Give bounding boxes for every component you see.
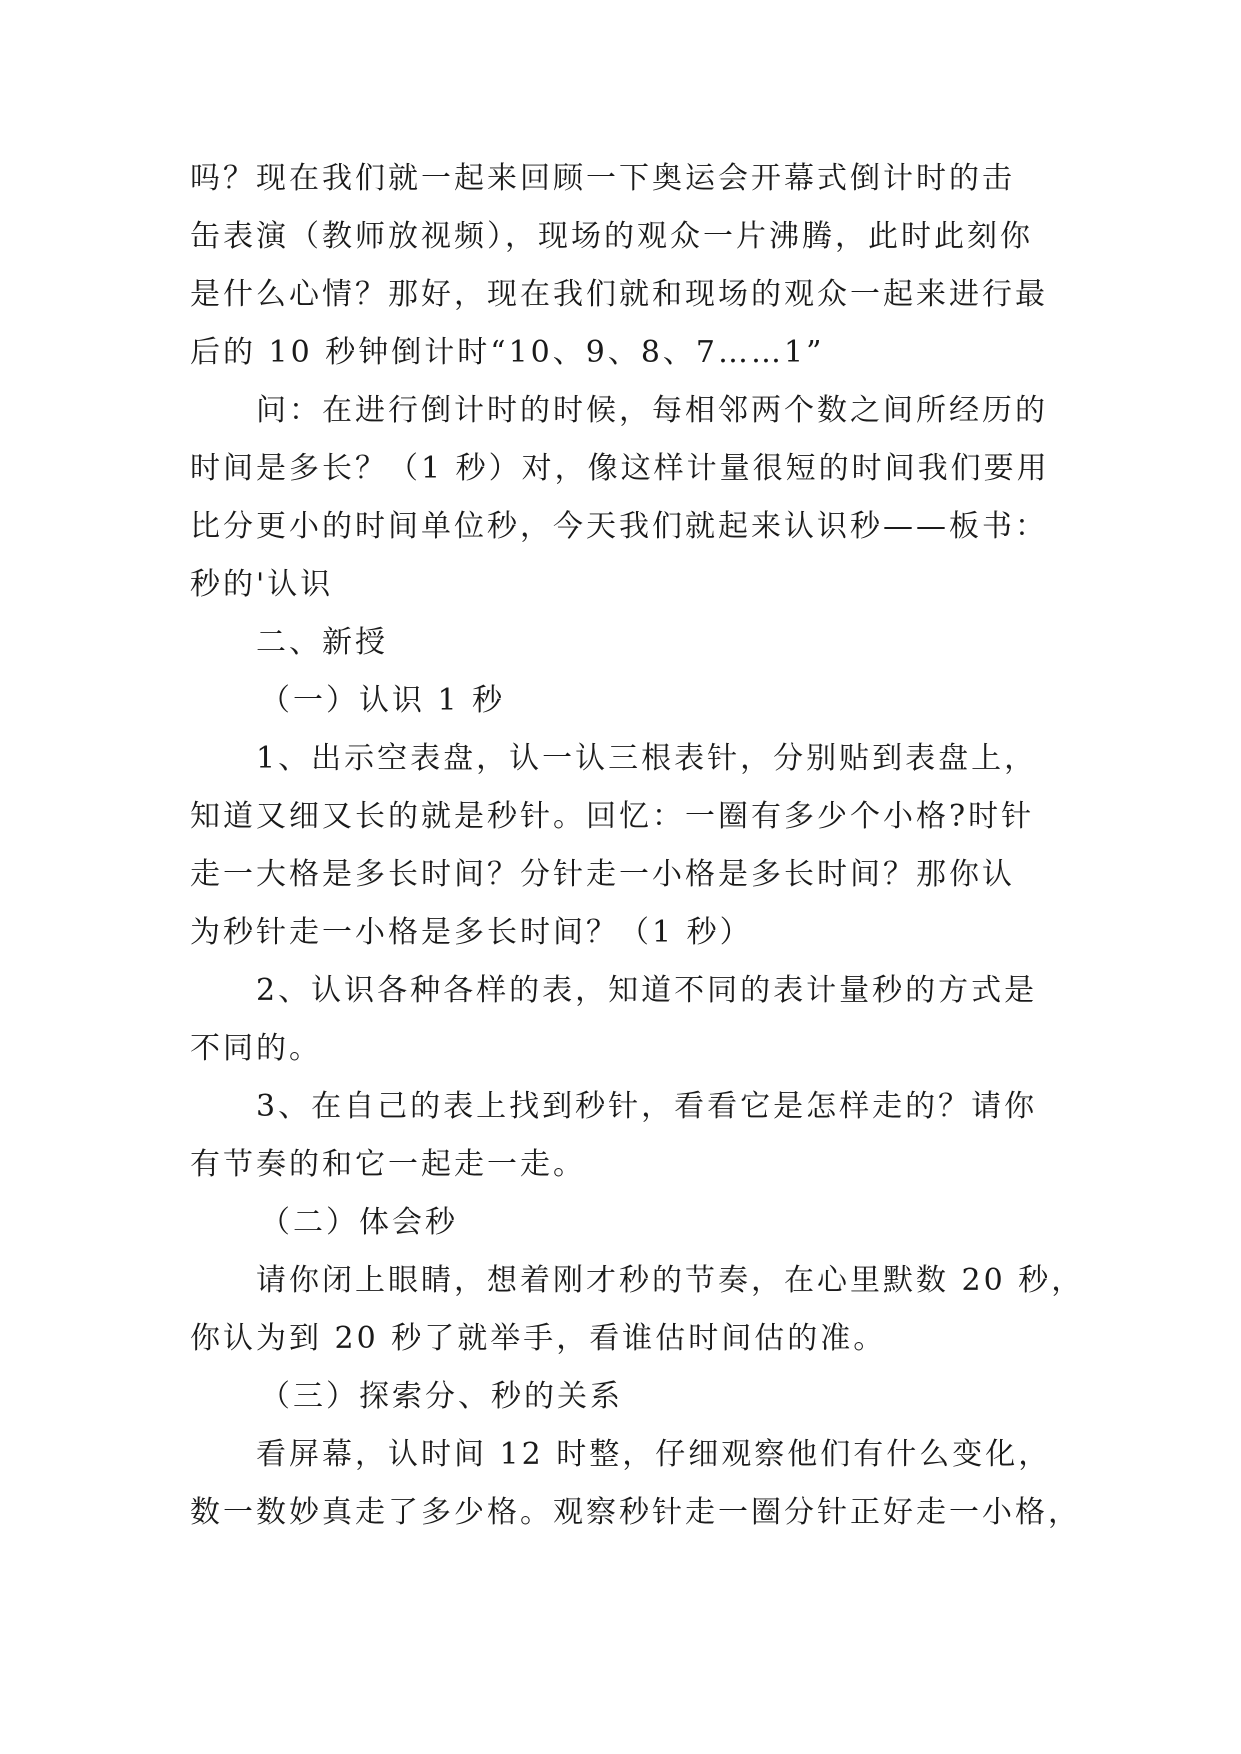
subheading-minute-second-relation: [190, 1368, 1060, 1426]
text-line: 数一数妙真走了多少格。观察秒针走一圈分针正好走一小格，: [190, 1495, 1081, 1530]
text-line: 不同的。: [190, 1031, 322, 1066]
text-line: 二、新授: [256, 625, 388, 660]
text-line: 有节奏的和它一起走一走。: [190, 1147, 586, 1182]
text-line: 后的 10 秒钟倒计时“10、9、8、7……1”: [190, 335, 825, 370]
paragraph-screen: [190, 1426, 1081, 1542]
text-line: 你认为到 20 秒了就举手，看谁估时间估的准。: [190, 1321, 887, 1356]
paragraph-close-eyes: [190, 1252, 1085, 1368]
paragraph-item-2: [190, 962, 1060, 1078]
subheading-know-one-second: [190, 672, 1060, 730]
text-line: 知道又细又长的就是秒针。回忆：一圈有多少个小格?时针: [190, 799, 1035, 834]
text-line: 缶表演（教师放视频），现场的观众一片沸腾，此时此刻你: [190, 219, 1033, 254]
paragraph-question: [190, 382, 1060, 614]
text-line: 吗？现在我们就一起来回顾一下奥运会开幕式倒计时的击: [190, 161, 1015, 196]
text-line: 走一大格是多长时间？分针走一小格是多长时间？那你认: [190, 857, 1015, 892]
paragraph-item-1: [190, 730, 1060, 962]
text-line: 1、出示空表盘，认一认三根表针，分别贴到表盘上，: [256, 741, 1038, 776]
text-line: 比分更小的时间单位秒，今天我们就起来认识秒——板书：: [190, 509, 1048, 544]
paragraph-item-3: [190, 1078, 1060, 1194]
subheading-experience-second: [190, 1194, 1060, 1252]
text-line: 是什么心情？那好，现在我们就和现场的观众一起来进行最: [190, 277, 1048, 312]
text-line: 为秒针走一小格是多长时间？（1 秒）: [190, 915, 753, 950]
text-line: 看屏幕，认时间 12 时整，仔细观察他们有什么变化，: [256, 1437, 1052, 1472]
document-page: [190, 150, 1085, 1542]
text-line: 问：在进行倒计时的时候，每相邻两个数之间所经历的: [256, 393, 1048, 428]
text-line: （三）探索分、秒的关系: [260, 1379, 623, 1414]
text-line: 请你闭上眼睛，想着刚才秒的节奏，在心里默数 20 秒，: [256, 1263, 1085, 1298]
text-line: 时间是多长？（1 秒）对，像这样计量很短的时间我们要用: [190, 451, 1050, 486]
text-line: （二）体会秒: [260, 1205, 458, 1240]
text-line: （一）认识 1 秒: [260, 683, 506, 718]
text-line: 秒的'认识: [190, 567, 334, 602]
section-heading-new-lesson: [190, 614, 1060, 672]
text-line: 2、认识各种各样的表，知道不同的表计量秒的方式是: [256, 973, 1038, 1008]
paragraph-intro: [190, 150, 1060, 382]
text-line: 3、在自己的表上找到秒针，看看它是怎样走的？请你: [256, 1089, 1038, 1124]
